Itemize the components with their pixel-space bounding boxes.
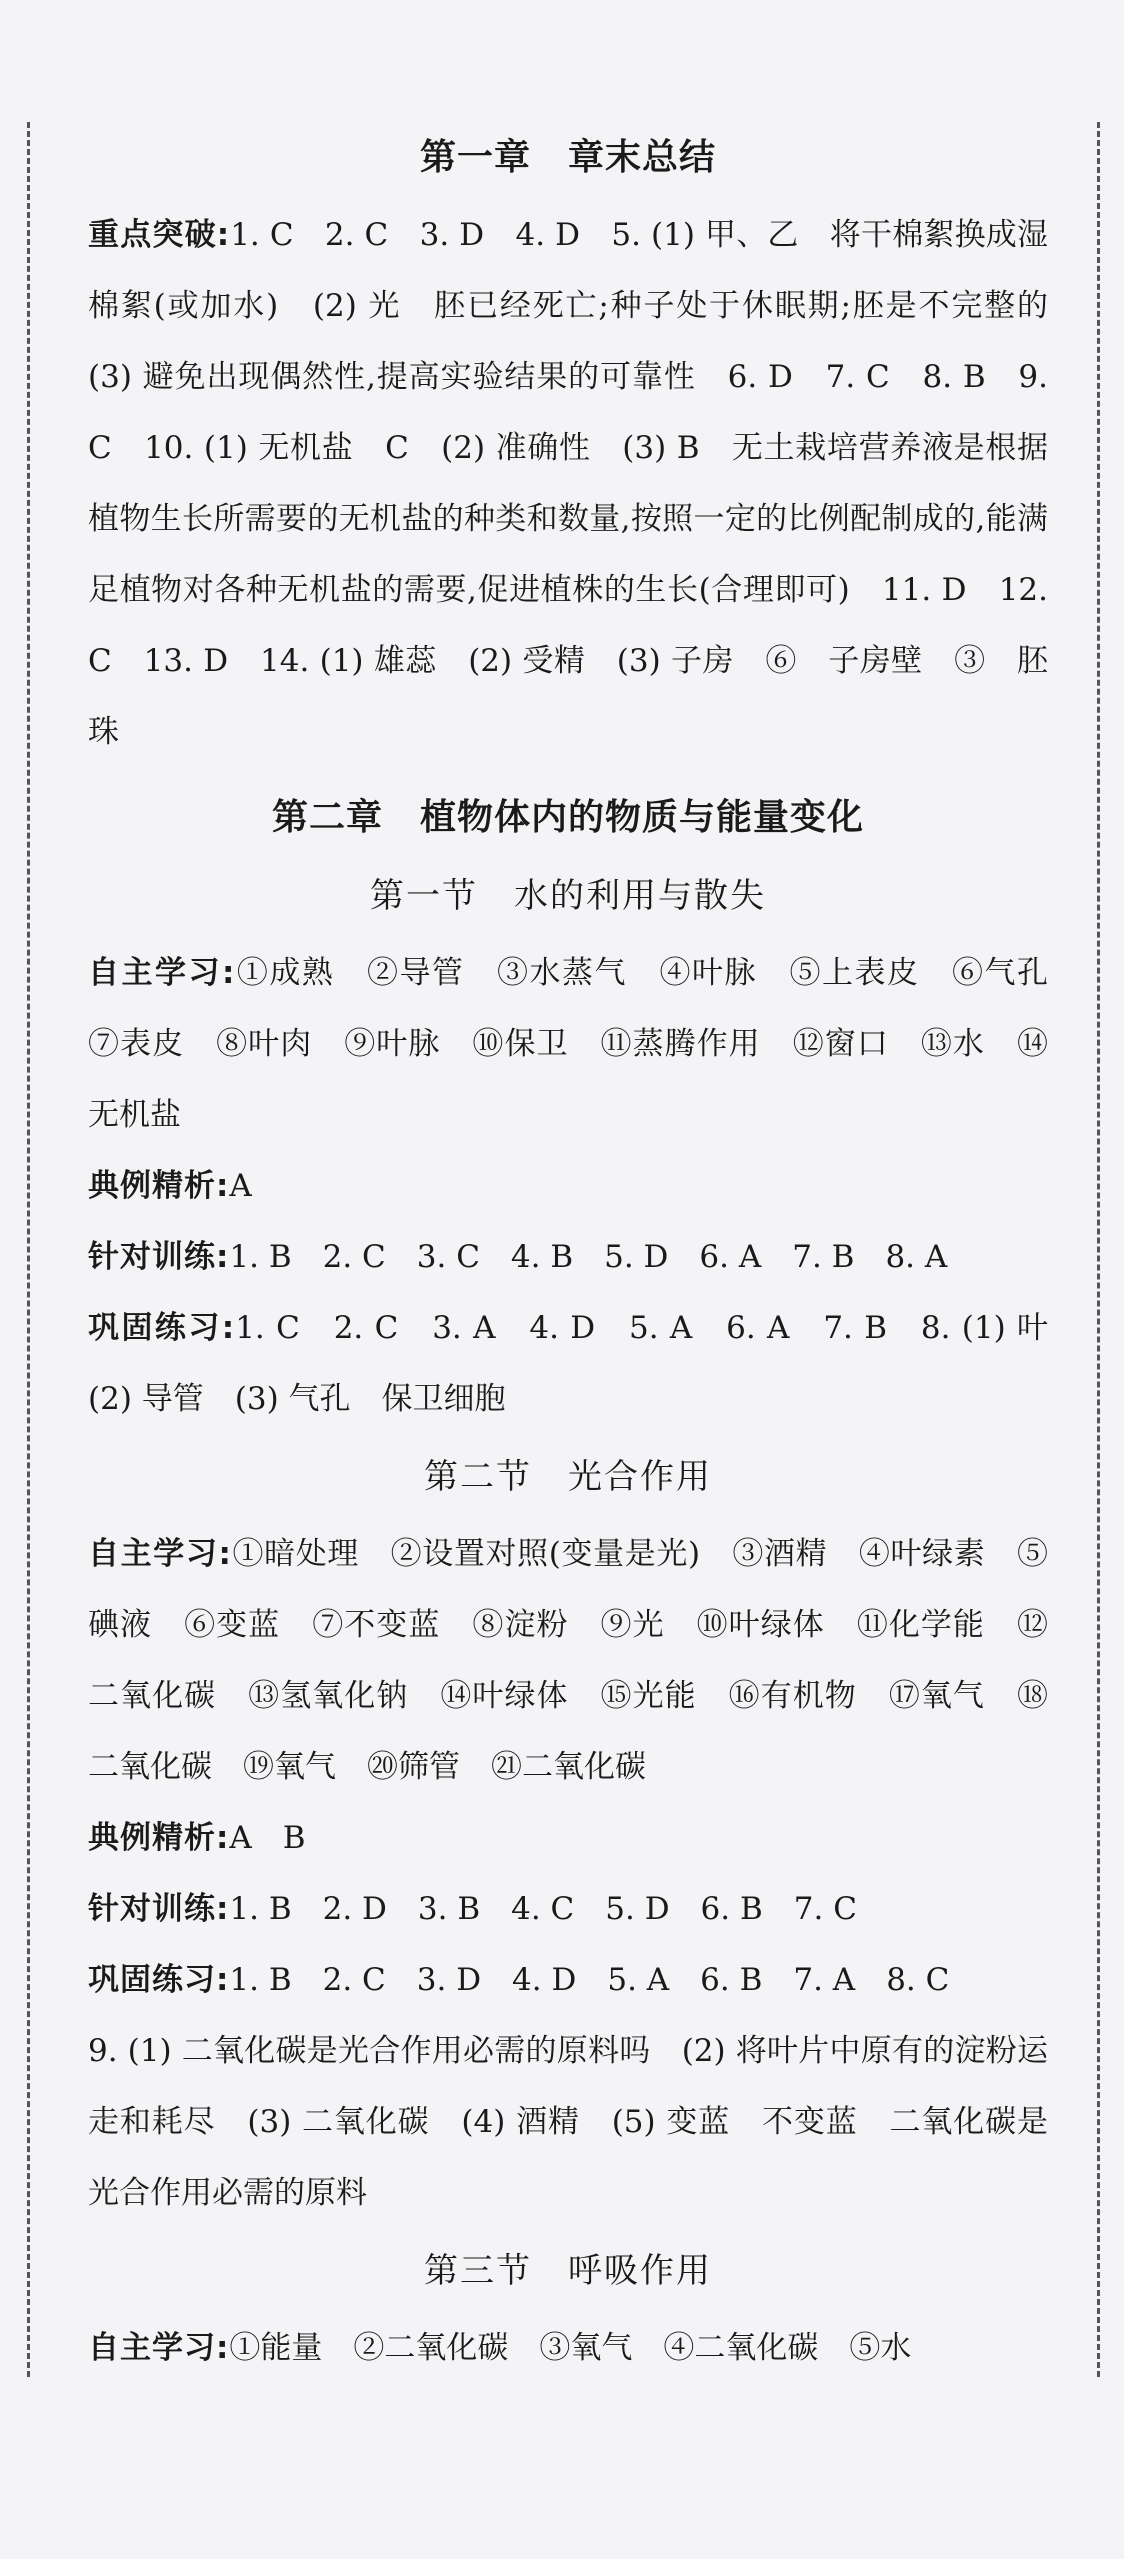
section1-title: 第一节 水的利用与散失: [370, 876, 766, 916]
self-study-label: 自主学习:: [88, 2330, 230, 2366]
chapter1-title: 第一章 章末总结: [419, 137, 716, 178]
consolidate-answers: 1. B 2. C 3. D 4. D 5. A 6. B 7. A 8. C: [229, 1962, 950, 1998]
targeted-answers: 1. B 2. D 3. B 4. C 5. D 6. B 7. C: [229, 1891, 857, 1927]
key-points-answers: 1. C 2. C 3. D 4. D 5. (1) 甲、乙 将干棉絮换成湿棉絮(或加水) (2) 光 胚已经死亡;种子处于休眠期;胚是不完整的 (3) 避免出现偶然性,提高实验结果的可靠性 6. D 7. C 8. B 9. C 10. (1) 无机盐 C (2) 准确性 (3) B 无土栽培营养液是根据植物生长所需要的无机盐的种类和数量,按照一定的比例配制成的,能满足植物对各种无机盐的需要,促进植株的生长(合理即可) 11. D 12. C 13. D 14. (1) 雄蕊 (2) 受精 (3) 子房 ⑥ 子房壁 ③ 胚珠: [88, 217, 1079, 750]
s2-targeted: [88, 1874, 1048, 1945]
example-label: 典例精析:: [88, 1820, 230, 1856]
self-study-answers: ①能量 ②二氧化碳 ③氧气 ④二氧化碳 ⑤水: [229, 2330, 912, 2366]
example-label: 典例精析:: [88, 1168, 230, 1204]
consolidate-label: 巩固练习:: [88, 1962, 230, 1998]
section3-title: 第三节 呼吸作用: [424, 2251, 712, 2291]
s1-consolidate: [88, 1293, 1079, 1435]
s3-self-study: [88, 2313, 1048, 2384]
example-answer: A B: [229, 1820, 306, 1856]
example-answer: A: [229, 1168, 252, 1204]
self-study-label: 自主学习:: [88, 955, 236, 991]
self-study-label: 自主学习:: [88, 1536, 232, 1572]
consolidate-answers: 1. C 2. C 3. A 4. D 5. A 6. A 7. B 8. (1) 叶 (2) 导管 (3) 气孔 保卫细胞: [88, 1310, 1079, 1417]
targeted-label: 针对训练:: [88, 1891, 230, 1927]
s2-consolidate: [88, 1945, 1048, 2016]
key-points-label: 重点突破:: [88, 217, 231, 253]
self-study-answers: ①成熟 ②导管 ③水蒸气 ④叶脉 ⑤上表皮 ⑥气孔 ⑦表皮 ⑧叶肉 ⑨叶脉 ⑩保卫 ⑪蒸腾作用 ⑫窗口 ⑬水 ⑭无机盐: [88, 955, 1080, 1133]
left-cut-line: [27, 122, 30, 2377]
s2-example: [88, 1803, 1048, 1874]
s2-self-study: [88, 1519, 1048, 1803]
chapter1-key-points: [88, 200, 1079, 768]
self-study-answers: ①暗处理 ②设置对照(变量是光) ③酒精 ④叶绿素 ⑤碘液 ⑥变蓝 ⑦不变蓝 ⑧淀粉 ⑨光 ⑩叶绿体 ⑪化学能 ⑫二氧化碳 ⑬氢氧化钠 ⑭叶绿体 ⑮光能 ⑯有机物 ⑰氧气 ⑱二氧化碳 ⑲氧气 ⑳筛管 ㉑二氧化碳: [88, 1536, 1048, 1785]
answer-page: [88, 130, 1080, 2384]
section2-title: 第二节 光合作用: [424, 1457, 712, 1497]
s1-example: [88, 1151, 1048, 1222]
right-cut-line: [1097, 122, 1100, 2377]
targeted-answers: 1. B 2. C 3. C 4. B 5. D 6. A 7. B 8. A: [229, 1239, 948, 1275]
consolidate-label: 巩固练习:: [88, 1310, 236, 1346]
s1-self-study: [88, 938, 1080, 1151]
targeted-label: 针对训练:: [88, 1239, 230, 1275]
s1-targeted: [88, 1222, 1048, 1293]
chapter2-title: 第二章 植物体内的物质与能量变化: [271, 797, 864, 838]
s2-question-9: 9. (1) 二氧化碳是光合作用必需的原料吗 (2) 将叶片中原有的淀粉运走和耗尽 (3) 二氧化碳 (4) 酒精 (5) 变蓝 不变蓝 二氧化碳是光合作用必需的原料: [88, 2033, 1048, 2211]
